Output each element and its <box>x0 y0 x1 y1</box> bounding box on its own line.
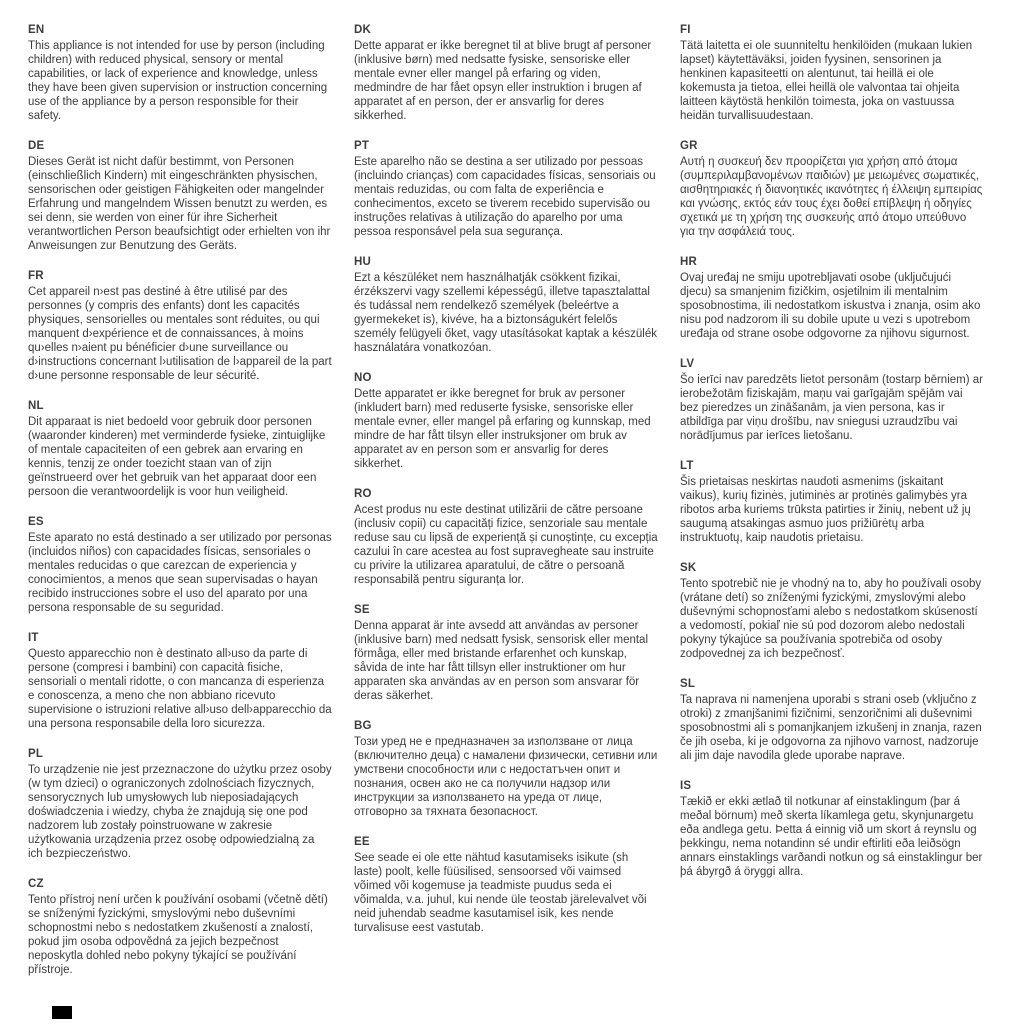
lang-code-no: NO <box>354 372 372 384</box>
lang-code-de: DE <box>28 140 45 152</box>
lang-code-it: IT <box>28 632 39 644</box>
lang-code-lt: LT <box>680 460 694 472</box>
lang-section-ro <box>354 488 658 587</box>
lang-section-no <box>354 372 658 471</box>
lang-code-bg: BG <box>354 720 372 732</box>
lang-text-dk: Dette apparat er ikke beregnet til at blive brugt af personer (inklusive børn) med nedsatte fysiske, sensoriske eller mentale evner eller mangel på erfaring og viden, medmindre de har fået opsyn eller instruktion i brugen af apparatet af en person, der er ansvarlig for deres sikkerhed. <box>354 40 652 122</box>
lang-section-hu <box>354 256 658 355</box>
page-corner-mark <box>52 1006 72 1019</box>
lang-text-sk: Tento spotrebič nie je vhodný na to, aby ho používali osoby (vrátane detí) so zníženými fyzickými, zmyslovými alebo duševnými schopnosťami alebo s nedostatkom skúseností a vedomostí, pokiaľ nie sú pod dozorom alebo nedostali pokyny týkajúce sa používania spotrebiča od osoby zodpovednej za ich bezpečnosť. <box>680 578 982 660</box>
lang-text-hu: Ezt a készüléket nem használhatják csökkent fizikai, érzékszervi vagy szellemi képességű, illetve tapasztalattal és tudással nem rendelkező személyek (beleértve a gyermekeket is), kivéve, ha a biztonságukért felelős személy felügyeli őket, vagy utasításokat kaptak a készülék használatára vonatkozóan. <box>354 272 657 354</box>
lang-section-hr <box>680 256 984 341</box>
lang-section-sk <box>680 562 984 661</box>
lang-code-es: ES <box>28 516 44 528</box>
lang-text-hr: Ovaj uređaj ne smiju upotrebljavati osobe (uključujući djecu) sa smanjenim fizičkim, osjetilnim ili mentalnim sposobnostima, ili nedostatkom iskustva i znanja, osim ako nisu pod nadzorom ili su dobile upute u vezi s upotrebom uređaja od strane osobe odgovorne za njihovu sigurnost. <box>680 272 981 340</box>
lang-text-ro: Acest produs nu este destinat utilizării de către persoane (inclusiv copii) cu capacități fizice, senzoriale sau mentale reduse sau cu lipsă de experiență și cunoștințe, cu excepția cazului în care acestea au fost supravegheate sau instruite cu privire la utilizarea aparatului, de către o persoană responsabilă pentru siguranța lor. <box>354 504 658 586</box>
lang-text-de: Dieses Gerät ist nicht dafür bestimmt, von Personen (einschließlich Kindern) mit eingeschränkten physischen, sensorischen oder geistigen Fähigkeiten oder mangelnder Erfahrung und mangelndem Wissen benutzt zu werden, es sei denn, sie werden von einer für ihre Sicherheit verantwortlichen Person beaufsichtigt oder erhielten von ihr Anweisungen zur Benutzung des Geräts. <box>28 156 331 252</box>
lang-text-gr: Αυτή η συσκευή δεν προορίζεται για χρήση από άτομα (συμπεριλαμβανομένων παιδιών) με μειωμένες σωματικές, αισθητηριακές ή διανοητικές ικανότητες ή έλλειψη εμπειρίας και γνώσης, εκτός εάν τους έχει δοθεί επίβλεψη ή οδηγίες σχετικά με τη χρήση της συσκευής από άτομο υπεύθυνο για την ασφάλειά τους. <box>680 156 983 238</box>
lang-text-es: Este aparato no está destinado a ser utilizado por personas (incluidos niños) con capacidades físicas, sensoriales o mentales reducidas o que carezcan de experiencia y conocimientos, a menos que sean supervisadas o hayan recibido instrucciones sobre el uso del aparato por una persona responsable de su seguridad. <box>28 532 332 614</box>
lang-section-pt <box>354 140 658 239</box>
lang-text-lv: Šo ierīci nav paredzēts lietot personām (tostarp bērniem) ar ierobežotām fiziskajām, maņu vai garīgajām spējām vai bez pieredzes un zināšanām, ja vien persona, kas ir atbildīga par viņu drošību, nav sniegusi uzraudzību vai norādījumus par ierīces lietošanu. <box>680 374 983 442</box>
lang-code-hr: HR <box>680 256 698 268</box>
lang-text-it: Questo apparecchio non è destinato all›uso da parte di persone (compresi i bambini) con capacità fisiche, sensoriali o mentali ridotte, o con mancanza di esperienza e conoscenza, a meno che non abbiano ricevuto supervisione o istruzioni relative all›uso dell›apparecchio da una persona responsabile della loro sicurezza. <box>28 648 332 730</box>
lang-section-pl <box>28 748 332 861</box>
lang-text-is: Tækið er ekki ætlað til notkunar af einstaklingum (þar á meðal börnum) með skerta líkamlega getu, skynjunargetu eða andlega getu. Þetta á einnig við um skort á reynslu og þekkingu, nema notandinn sé undir eftirliti eða leiðsögn annars einstaklings varðandi notkun og sá einstaklingur ber þá ábyrgð á öryggi allra. <box>680 796 983 878</box>
lang-text-lt: Šis prietaisas neskirtas naudoti asmenims (įskaitant vaikus), kurių fizinės, jutiminės ar protinės galimybės yra ribotos arba kuriems trūksta patirties ir žinių, nebent už jų saugumą atsakingas asmuo juos prižiūrėtų arba instruktuotų, kaip naudotis prietaisu. <box>680 476 971 544</box>
lang-code-pt: PT <box>354 140 370 152</box>
lang-section-en <box>28 24 332 123</box>
lang-section-ee <box>354 836 658 935</box>
lang-section-de <box>28 140 332 253</box>
lang-section-it <box>28 632 332 731</box>
lang-section-fr <box>28 270 332 383</box>
lang-text-no: Dette apparatet er ikke beregnet for bruk av personer (inkludert barn) med reduserte fysiske, sensoriske eller mentale evner, eller mangel på erfaring og kunnskap, med mindre de har fått tilsyn eller instruksjoner om bruk av apparatet av en person som er ansvarlig for deres sikkerhet. <box>354 388 651 470</box>
lang-section-is <box>680 780 984 879</box>
lang-text-se: Denna apparat är inte avsedd att användas av personer (inklusive barn) med nedsatt fysisk, sensorisk eller mental förmåga, eller med bristande erfarenhet och kunskap, såvida de inte har fått tillsyn eller instruktioner om hur apparaten ska användas av en person som ansvarar för deras säkerhet. <box>354 620 649 702</box>
lang-code-nl: NL <box>28 400 44 412</box>
lang-text-fr: Cet appareil n›est pas destiné à être utilisé par des personnes (y compris des enfants) dont les capacités physiques, sensorielles ou mentales sont réduites, ou qui manquent d›expérience et de connaissances, à moins qu›elles n›aient pu bénéficier d›une surveillance ou d›instructions concernant l›utilisation de l›appareil de la part d›une personne responsable de leur sécurité. <box>28 286 332 382</box>
lang-text-en: This appliance is not intended for use by person (including children) with reduced physical, sensory or mental capabilities, or lack of experience and knowledge, unless they have been given supervision or instruction concerning use of the appliance by a person responsible for their safety. <box>28 40 328 122</box>
lang-text-sl: Ta naprava ni namenjena uporabi s strani oseb (vključno z otroki) z zmanjšanimi fizičnimi, senzoričnimi ali duševnimi sposobnostmi ali s pomanjkanjem izkušenj in znanja, razen če jih oseba, ki je odgovorna za njihovo varnost, nadzoruje ali jim daje navodila glede uporabe naprave. <box>680 694 982 762</box>
lang-code-dk: DK <box>354 24 372 36</box>
lang-text-ee: See seade ei ole ette nähtud kasutamiseks isikute (sh laste) poolt, kelle füüsilised, sensoorsed või vaimsed võimed või kogemuse ja teadmiste puudus seda ei võimalda, v.a. juhul, kui nende üle teostab järelevalvet või neid juhendab seadme kasutamisel isik, kes nende turvalisuse eest vastutab. <box>354 852 647 934</box>
lang-section-nl <box>28 400 332 499</box>
lang-section-cz <box>28 878 332 977</box>
lang-section-gr <box>680 140 984 239</box>
lang-text-cz: Tento přístroj není určen k používání osobami (včetně dětí) se sníženými fyzickými, smyslovými nebo duševními schopnostmi nebo s nedostatkem zkušeností a znalostí, pokud jim osoba odpovědná za jejich bezpečnost neposkytla dohled nebo pokyny týkající se používání přístroje. <box>28 894 328 976</box>
column-2 <box>354 24 658 994</box>
lang-text-bg: Този уред не е предназначен за използване от лица (включително деца) с намалени физически, сетивни или умствени способности или с недостатъчен опит и познания, освен ако не са получили надзор или инструкции за използването на уреда от лице, отговорно за тяхната безопасност. <box>354 736 658 818</box>
lang-section-dk <box>354 24 658 123</box>
lang-code-fi: FI <box>680 24 691 36</box>
lang-code-se: SE <box>354 604 370 616</box>
lang-code-cz: CZ <box>28 878 44 890</box>
lang-text-fi: Tätä laitetta ei ole suunniteltu henkilöiden (mukaan lukien lapset) käytettäväksi, joiden fyysinen, sensorinen ja henkinen kapasiteetti on alentunut, tai heillä ei ole kokemusta ja tietoa, ellei heillä ole valvontaa tai ohjeita laitteen käytöstä henkilön toimesta, joka on vastuussa heidän turvallisuudestaan. <box>680 40 973 122</box>
lang-code-sk: SK <box>680 562 697 574</box>
lang-text-pt: Este aparelho não se destina a ser utilizado por pessoas (incluindo crianças) com capacidades físicas, sensoriais ou mentais reduzidas, ou com falta de experiência e conhecimentos, exceto se tiverem recebido supervisão ou instruções relativas à utilização do aparelho por uma pessoa responsável pela sua segurança. <box>354 156 656 238</box>
lang-code-gr: GR <box>680 140 698 152</box>
lang-code-en: EN <box>28 24 45 36</box>
lang-text-nl: Dit apparaat is niet bedoeld voor gebruik door personen (waaronder kinderen) met verminderde fysieke, zintuiglijke of mentale capaciteiten of een gebrek aan ervaring en kennis, tenzij ze onder toezicht staan van of zijn geïnstrueerd over het gebruik van het apparaat door een persoon die verantwoordelijk is voor hun veiligheid. <box>28 416 326 498</box>
lang-code-ro: RO <box>354 488 372 500</box>
lang-section-bg <box>354 720 658 819</box>
lang-code-sl: SL <box>680 678 696 690</box>
lang-code-lv: LV <box>680 358 695 370</box>
lang-code-pl: PL <box>28 748 44 760</box>
lang-section-es <box>28 516 332 615</box>
lang-section-lt <box>680 460 984 545</box>
lang-text-pl: To urządzenie nie jest przeznaczone do użytku przez osoby (w tym dzieci) o ograniczonych zdolnościach fizycznych, sensorycznych lub umysłowych lub nieposiadających doświadczenia i wiedzy, chyba że znajdują się one pod nadzorem lub zostały poinstruowane w zakresie użytkowania urządzenia przez osobę odpowiedzialną za ich bezpieczeństwo. <box>28 764 332 860</box>
lang-code-ee: EE <box>354 836 370 848</box>
column-3 <box>680 24 984 994</box>
lang-code-hu: HU <box>354 256 372 268</box>
lang-section-fi <box>680 24 984 123</box>
lang-section-se <box>354 604 658 703</box>
lang-section-lv <box>680 358 984 443</box>
column-1 <box>28 24 332 994</box>
lang-code-is: IS <box>680 780 692 792</box>
lang-section-sl <box>680 678 984 763</box>
lang-code-fr: FR <box>28 270 44 282</box>
